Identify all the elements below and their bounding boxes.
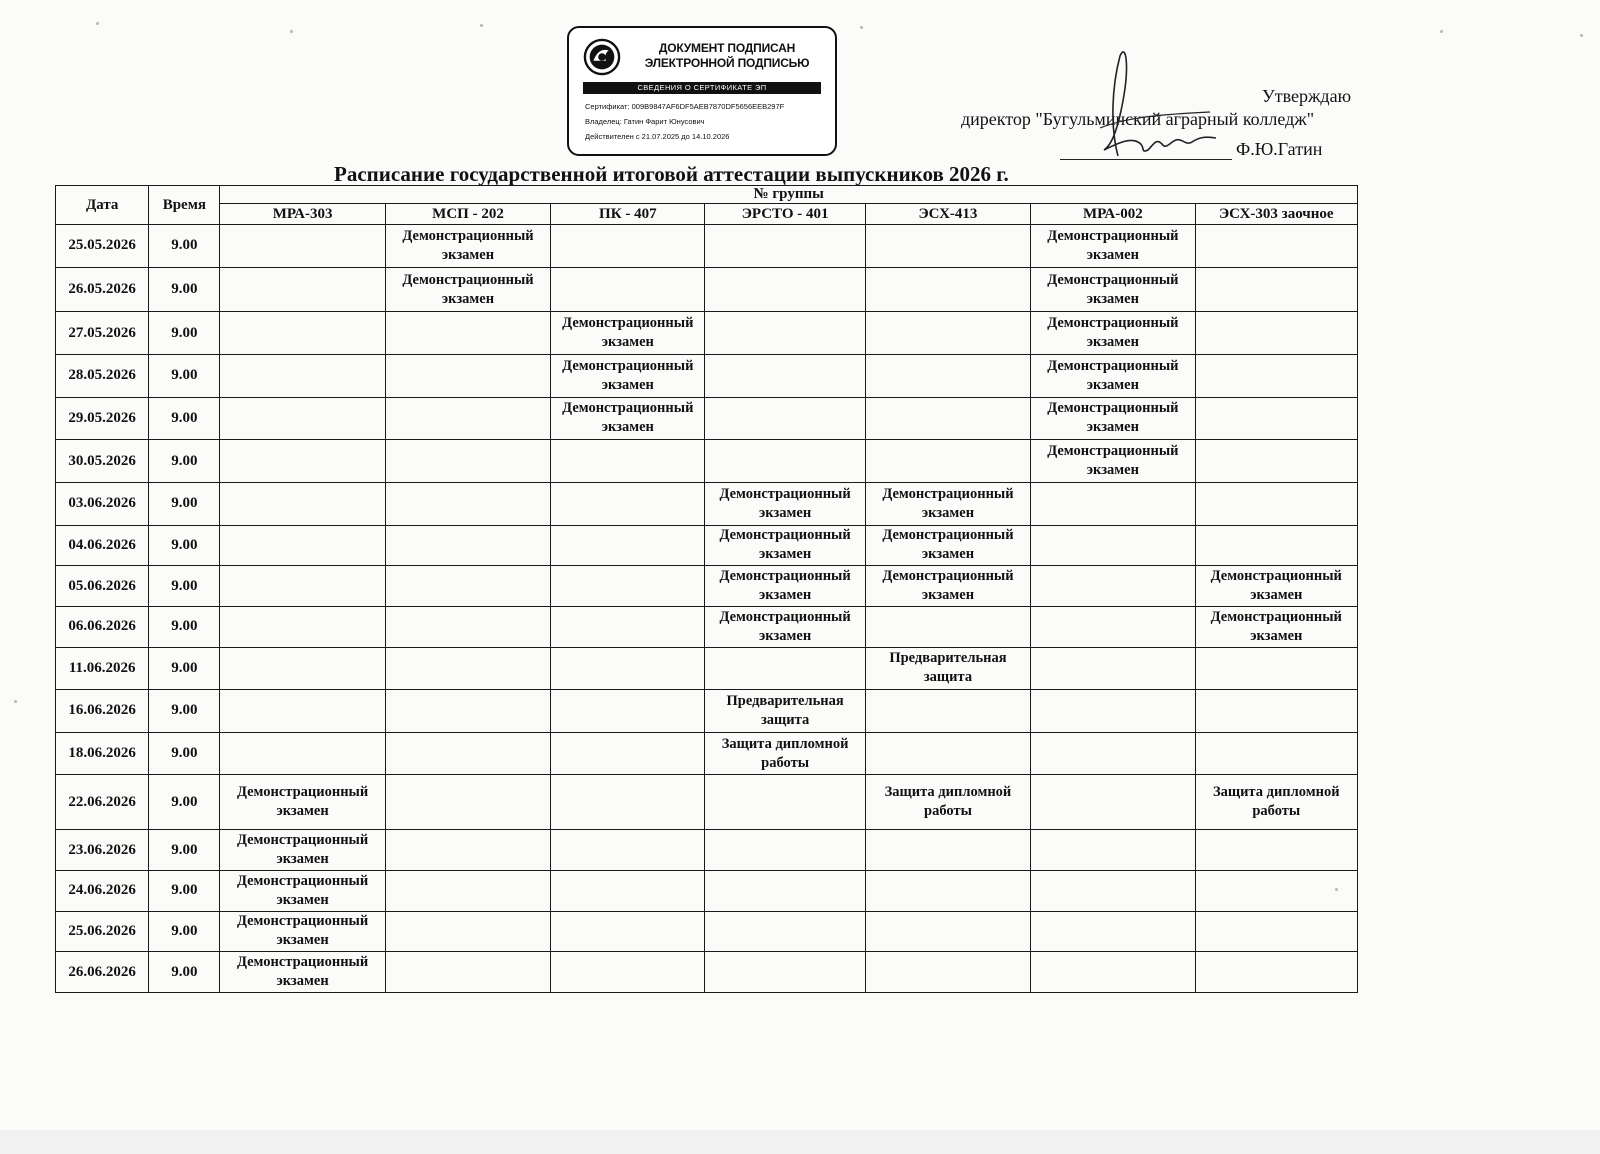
- table-row: [56, 397, 1358, 440]
- schedule-cell: Демонстрационный экзамен: [705, 482, 865, 525]
- schedule-cell: [1031, 911, 1195, 952]
- schedule-cell: [385, 732, 550, 775]
- header-date: Дата: [56, 186, 149, 225]
- schedule-cell: [220, 312, 385, 355]
- schedule-table: [55, 185, 1358, 993]
- schedule-cell: [1195, 830, 1357, 871]
- schedule-cell: Демонстрационный экзамен: [705, 525, 865, 566]
- date-cell: 16.06.2026: [56, 690, 149, 733]
- page-title: Расписание государственной итоговой аттестации выпускников 2026 г.: [334, 162, 1009, 186]
- header-group: МРА-303: [220, 204, 385, 225]
- time-cell: 9.00: [149, 397, 220, 440]
- schedule-cell: [705, 647, 865, 690]
- scan-bottom-strip: [0, 1130, 1600, 1154]
- schedule-cell: [1195, 690, 1357, 733]
- scan-speck: [1440, 30, 1443, 33]
- approval-director: директор "Бугульминский аграрный колледж": [961, 109, 1315, 129]
- schedule-cell: Демонстрационный экзамен: [705, 566, 865, 607]
- table-row: [56, 952, 1358, 993]
- table-row: [56, 647, 1358, 690]
- schedule-cell: [220, 647, 385, 690]
- table-row: [56, 870, 1358, 911]
- scan-speck: [480, 24, 483, 27]
- schedule-cell: [551, 690, 705, 733]
- header-group: ЭСХ-413: [865, 204, 1030, 225]
- schedule-cell: [551, 830, 705, 871]
- schedule-cell: [385, 647, 550, 690]
- table-row: [56, 312, 1358, 355]
- time-cell: 9.00: [149, 312, 220, 355]
- time-cell: 9.00: [149, 830, 220, 871]
- schedule-cell: Защита дипломной работы: [865, 775, 1030, 830]
- schedule-cell: [385, 397, 550, 440]
- schedule-cell: [1031, 830, 1195, 871]
- schedule-cell: Защита дипломной работы: [705, 732, 865, 775]
- schedule-cell: [551, 732, 705, 775]
- schedule-cell: Демонстрационный экзамен: [220, 870, 385, 911]
- stamp-title: [627, 41, 827, 71]
- schedule-cell: [551, 225, 705, 268]
- scan-speck: [1580, 34, 1583, 37]
- date-cell: 24.06.2026: [56, 870, 149, 911]
- schedule-cell: [1195, 225, 1357, 268]
- scan-speck: [14, 700, 17, 703]
- header-group: ЭСХ-303 заочное: [1195, 204, 1357, 225]
- stamp-title-line2: ЭЛЕКТРОННОЙ ПОДПИСЬЮ: [644, 56, 810, 70]
- time-cell: 9.00: [149, 355, 220, 398]
- schedule-cell: [1195, 397, 1357, 440]
- date-cell: 06.06.2026: [56, 606, 149, 647]
- schedule-cell: [1195, 482, 1357, 525]
- scan-speck: [860, 26, 863, 29]
- time-cell: 9.00: [149, 440, 220, 483]
- schedule-cell: [551, 267, 705, 312]
- schedule-cell: [551, 440, 705, 483]
- schedule-cell: Демонстрационный экзамен: [865, 566, 1030, 607]
- schedule-cell: [865, 870, 1030, 911]
- date-cell: 03.06.2026: [56, 482, 149, 525]
- schedule-cell: [705, 440, 865, 483]
- schedule-cell: [551, 952, 705, 993]
- scan-speck: [290, 30, 293, 33]
- time-cell: 9.00: [149, 482, 220, 525]
- schedule-cell: [865, 911, 1030, 952]
- schedule-cell: Демонстрационный экзамен: [1031, 267, 1195, 312]
- table-row: [56, 732, 1358, 775]
- schedule-cell: Демонстрационный экзамен: [385, 267, 550, 312]
- schedule-cell: [385, 482, 550, 525]
- schedule-cell: [220, 606, 385, 647]
- schedule-cell: [1195, 647, 1357, 690]
- approval-name: Ф.Ю.Гатин: [1236, 139, 1323, 159]
- schedule-cell: [1195, 440, 1357, 483]
- schedule-cell: [220, 482, 385, 525]
- schedule-cell: [1031, 606, 1195, 647]
- schedule-cell: [865, 440, 1030, 483]
- schedule-cell: Демонстрационный экзамен: [1195, 606, 1357, 647]
- date-cell: 25.06.2026: [56, 911, 149, 952]
- handwritten-signature-icon: [1090, 46, 1240, 166]
- date-cell: 27.05.2026: [56, 312, 149, 355]
- schedule-cell: Демонстрационный экзамен: [1031, 397, 1195, 440]
- schedule-cell: [705, 355, 865, 398]
- table-row: [56, 566, 1358, 607]
- emblem-icon: [583, 38, 621, 76]
- schedule-cell: [1195, 911, 1357, 952]
- schedule-cell: Защита дипломной работы: [1195, 775, 1357, 830]
- schedule-cell: [220, 566, 385, 607]
- schedule-cell: [385, 440, 550, 483]
- stamp-cert-header: СВЕДЕНИЯ О СЕРТИФИКАТЕ ЭП: [583, 82, 821, 94]
- header-group: ЭРСТО - 401: [705, 204, 865, 225]
- date-cell: 23.06.2026: [56, 830, 149, 871]
- schedule-cell: [865, 830, 1030, 871]
- date-cell: 05.06.2026: [56, 566, 149, 607]
- table-row: [56, 267, 1358, 312]
- schedule-cell: [705, 830, 865, 871]
- schedule-cell: [865, 606, 1030, 647]
- date-cell: 22.06.2026: [56, 775, 149, 830]
- schedule-cell: Демонстрационный экзамен: [220, 775, 385, 830]
- date-cell: 30.05.2026: [56, 440, 149, 483]
- schedule-cell: [551, 775, 705, 830]
- schedule-cell: [1195, 952, 1357, 993]
- table-row: [56, 830, 1358, 871]
- date-cell: 04.06.2026: [56, 525, 149, 566]
- table-row: [56, 440, 1358, 483]
- schedule-cell: [865, 225, 1030, 268]
- schedule-cell: [551, 566, 705, 607]
- schedule-cell: [1195, 870, 1357, 911]
- time-cell: 9.00: [149, 606, 220, 647]
- date-cell: 25.05.2026: [56, 225, 149, 268]
- schedule-cell: Демонстрационный экзамен: [220, 830, 385, 871]
- schedule-cell: [220, 267, 385, 312]
- schedule-cell: [705, 775, 865, 830]
- schedule-cell: [220, 525, 385, 566]
- schedule-cell: Демонстрационный экзамен: [1195, 566, 1357, 607]
- schedule-cell: [865, 732, 1030, 775]
- schedule-cell: [385, 525, 550, 566]
- header-groups: № группы: [220, 186, 1358, 204]
- date-cell: 11.06.2026: [56, 647, 149, 690]
- schedule-cell: [220, 225, 385, 268]
- schedule-cell: [1195, 355, 1357, 398]
- schedule-cell: [865, 952, 1030, 993]
- e-signature-stamp: [567, 26, 837, 156]
- schedule-cell: [865, 267, 1030, 312]
- schedule-cell: [705, 312, 865, 355]
- schedule-cell: [551, 482, 705, 525]
- schedule-cell: [551, 911, 705, 952]
- schedule-cell: [220, 440, 385, 483]
- schedule-cell: [220, 397, 385, 440]
- date-cell: 26.06.2026: [56, 952, 149, 993]
- date-cell: 29.05.2026: [56, 397, 149, 440]
- schedule-cell: [1195, 312, 1357, 355]
- schedule-cell: [1031, 482, 1195, 525]
- stamp-title-line1: ДОКУМЕНТ ПОДПИСАН: [658, 41, 796, 55]
- schedule-cell: [1195, 267, 1357, 312]
- schedule-cell: [865, 690, 1030, 733]
- schedule-cell: Демонстрационный экзамен: [865, 525, 1030, 566]
- schedule-cell: Предварительная защита: [705, 690, 865, 733]
- approval-word: Утверждаю: [1262, 86, 1352, 106]
- schedule-cell: Демонстрационный экзамен: [551, 312, 705, 355]
- schedule-cell: [705, 225, 865, 268]
- time-cell: 9.00: [149, 775, 220, 830]
- stamp-owner: Владелец: Гатин Фарит Юнусович: [585, 117, 705, 126]
- schedule-cell: [385, 355, 550, 398]
- stamp-certificate: Сертификат: 009B9847AF6DF5AEB7870DF5656EEB297F: [585, 102, 785, 111]
- time-cell: 9.00: [149, 566, 220, 607]
- time-cell: 9.00: [149, 911, 220, 952]
- schedule-cell: [220, 690, 385, 733]
- time-cell: 9.00: [149, 267, 220, 312]
- schedule-cell: [705, 870, 865, 911]
- schedule-cell: Демонстрационный экзамен: [1031, 355, 1195, 398]
- schedule-cell: [705, 267, 865, 312]
- time-cell: 9.00: [149, 870, 220, 911]
- date-cell: 26.05.2026: [56, 267, 149, 312]
- schedule-cell: [1031, 870, 1195, 911]
- schedule-cell: [385, 690, 550, 733]
- schedule-cell: Демонстрационный экзамен: [551, 355, 705, 398]
- schedule-cell: [1031, 647, 1195, 690]
- time-cell: 9.00: [149, 952, 220, 993]
- schedule-cell: [705, 397, 865, 440]
- schedule-cell: [551, 870, 705, 911]
- schedule-cell: [705, 911, 865, 952]
- schedule-cell: [220, 732, 385, 775]
- schedule-cell: [865, 397, 1030, 440]
- schedule-cell: [551, 606, 705, 647]
- time-cell: 9.00: [149, 732, 220, 775]
- schedule-cell: Демонстрационный экзамен: [551, 397, 705, 440]
- schedule-cell: Демонстрационный экзамен: [1031, 225, 1195, 268]
- date-cell: 28.05.2026: [56, 355, 149, 398]
- schedule-cell: [1031, 525, 1195, 566]
- schedule-cell: [1195, 525, 1357, 566]
- schedule-cell: Демонстрационный экзамен: [220, 952, 385, 993]
- schedule-cell: [865, 312, 1030, 355]
- schedule-cell: [385, 870, 550, 911]
- table-row: [56, 225, 1358, 268]
- time-cell: 9.00: [149, 525, 220, 566]
- schedule-cell: [1031, 566, 1195, 607]
- schedule-cell: [705, 952, 865, 993]
- stamp-validity: Действителен с 21.07.2025 до 14.10.2026: [585, 132, 730, 141]
- header-group: МРА-002: [1031, 204, 1195, 225]
- table-row: [56, 911, 1358, 952]
- schedule-cell: Демонстрационный экзамен: [1031, 312, 1195, 355]
- schedule-body: [56, 225, 1358, 993]
- time-cell: 9.00: [149, 647, 220, 690]
- schedule-cell: [385, 952, 550, 993]
- time-cell: 9.00: [149, 690, 220, 733]
- schedule-cell: Демонстрационный экзамен: [1031, 440, 1195, 483]
- schedule-cell: [551, 525, 705, 566]
- date-cell: 18.06.2026: [56, 732, 149, 775]
- time-cell: 9.00: [149, 225, 220, 268]
- header-group: ПК - 407: [551, 204, 705, 225]
- schedule-cell: Предварительная защита: [865, 647, 1030, 690]
- schedule-cell: [551, 647, 705, 690]
- schedule-cell: Демонстрационный экзамен: [220, 911, 385, 952]
- schedule-cell: [865, 355, 1030, 398]
- schedule-cell: [385, 566, 550, 607]
- table-row: [56, 525, 1358, 566]
- schedule-cell: Демонстрационный экзамен: [865, 482, 1030, 525]
- schedule-cell: [385, 312, 550, 355]
- table-row: [56, 606, 1358, 647]
- table-row: [56, 775, 1358, 830]
- schedule-cell: [1031, 952, 1195, 993]
- table-row: [56, 690, 1358, 733]
- header-time: Время: [149, 186, 220, 225]
- schedule-cell: [1031, 775, 1195, 830]
- schedule-cell: [1195, 732, 1357, 775]
- scan-speck: [96, 22, 99, 25]
- schedule-cell: [385, 606, 550, 647]
- table-row: [56, 482, 1358, 525]
- header-group: МСП - 202: [385, 204, 550, 225]
- schedule-cell: Демонстрационный экзамен: [705, 606, 865, 647]
- schedule-cell: [385, 775, 550, 830]
- schedule-cell: [385, 830, 550, 871]
- schedule-cell: Демонстрационный экзамен: [385, 225, 550, 268]
- schedule-cell: [220, 355, 385, 398]
- schedule-cell: [1031, 690, 1195, 733]
- schedule-cell: [385, 911, 550, 952]
- table-row: [56, 355, 1358, 398]
- schedule-cell: [1031, 732, 1195, 775]
